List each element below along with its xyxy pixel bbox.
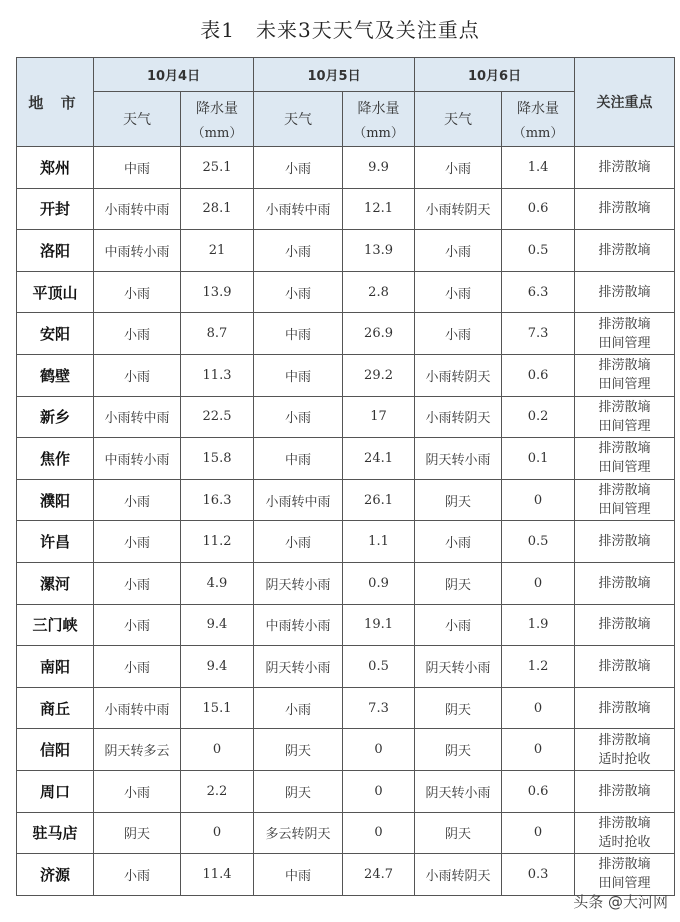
weather-cell: 小雨转中雨 [94,188,181,230]
weather-cell: 多云转阴天 [254,812,343,854]
focus-cell [575,188,675,230]
weather-cell: 小雨转中雨 [254,188,343,230]
rain-cell: 0 [343,729,415,771]
rain-cell: 7.3 [343,687,415,729]
table-row [17,147,675,189]
focus-cell [575,230,675,272]
weather-cell: 小雨转中雨 [254,479,343,521]
header-date-1: 10月4日 [94,58,254,92]
rain-cell: 12.1 [343,188,415,230]
weather-cell: 阴天转小雨 [254,562,343,604]
header-city: 地 市 [17,58,94,147]
rain-cell: 21 [181,230,254,272]
city-cell: 濮阳 [17,479,94,521]
weather-cell: 小雨转阴天 [415,354,502,396]
focus-item: 排涝散墒 [598,700,651,716]
weather-cell: 中雨 [254,854,343,896]
rain-unit: （mm） [353,125,404,141]
rain-cell: 9.9 [343,147,415,189]
table-row [17,438,675,480]
city-cell: 南阳 [17,646,94,688]
table-body [17,147,675,896]
rain-cell: 2.8 [343,271,415,313]
city-cell: 周口 [17,770,94,812]
focus-cell [575,354,675,396]
weather-cell: 阴天 [254,770,343,812]
rain-cell: 8.7 [181,313,254,355]
rain-cell: 2.2 [181,770,254,812]
weather-cell: 阴天转小雨 [254,646,343,688]
rain-cell: 22.5 [181,396,254,438]
header-date-3: 10月6日 [415,58,575,92]
table-row [17,770,675,812]
rain-cell: 0.5 [502,521,575,563]
focus-item: 排涝散墒 [598,242,651,258]
weather-cell: 中雨转小雨 [94,438,181,480]
weather-cell: 中雨 [254,438,343,480]
table-row [17,854,675,896]
focus-item: 排涝散墒 [598,534,651,550]
weather-cell: 小雨 [415,313,502,355]
focus-cell [575,729,675,771]
table-row [17,313,675,355]
rain-label: 降水量 [196,100,238,117]
table-row [17,646,675,688]
rain-cell: 0.6 [502,770,575,812]
weather-cell: 小雨 [254,396,343,438]
rain-cell: 0 [343,770,415,812]
header-rain-1 [181,92,254,147]
rain-cell: 13.9 [181,271,254,313]
table-row [17,729,675,771]
weather-cell: 阴天转小雨 [415,646,502,688]
rain-cell: 0 [502,812,575,854]
city-cell: 济源 [17,854,94,896]
weather-cell: 小雨 [415,604,502,646]
focus-cell [575,854,675,896]
rain-cell: 1.9 [502,604,575,646]
table-row [17,687,675,729]
rain-cell: 7.3 [502,313,575,355]
city-cell: 平顶山 [17,271,94,313]
weather-cell: 小雨 [94,479,181,521]
weather-cell: 阴天 [254,729,343,771]
table-row [17,604,675,646]
rain-cell: 0 [502,729,575,771]
rain-cell: 9.4 [181,604,254,646]
focus-cell [575,687,675,729]
rain-cell: 17 [343,396,415,438]
weather-cell: 小雨转阴天 [415,188,502,230]
header-focus: 关注重点 [575,58,675,147]
table-row [17,812,675,854]
focus-item: 排涝散墒 [598,483,651,499]
city-cell: 开封 [17,188,94,230]
rain-unit: （mm） [512,125,564,141]
weather-cell: 小雨 [94,604,181,646]
rain-cell: 0 [181,812,254,854]
weather-cell: 小雨 [254,271,343,313]
rain-cell: 0.6 [502,354,575,396]
focus-cell [575,521,675,563]
watermark: 头条 @大河网 [573,893,668,911]
rain-cell: 24.1 [343,438,415,480]
city-cell: 信阳 [17,729,94,771]
focus-item: 排涝散墒 [598,783,651,799]
rain-cell: 29.2 [343,354,415,396]
focus-item: 排涝散墒 [598,159,651,175]
rain-cell: 0 [181,729,254,771]
city-cell: 鹤壁 [17,354,94,396]
focus-item: 排涝散墒 [598,575,651,591]
rain-cell: 0.5 [343,646,415,688]
weather-cell: 小雨转阴天 [415,854,502,896]
weather-cell: 小雨 [415,521,502,563]
focus-item: 排涝散墒 [598,316,651,332]
focus-item: 田间管理 [598,502,651,518]
focus-item: 排涝散墒 [598,617,651,633]
rain-cell: 16.3 [181,479,254,521]
focus-item: 适时抢收 [598,751,651,767]
table-row [17,396,675,438]
table-row [17,562,675,604]
city-cell: 洛阳 [17,230,94,272]
focus-item: 适时抢收 [598,834,651,850]
focus-item: 排涝散墒 [598,399,651,415]
city-cell: 焦作 [17,438,94,480]
weather-cell: 阴天 [415,687,502,729]
header-weather-1: 天气 [94,92,181,147]
rain-cell: 0.1 [502,438,575,480]
weather-cell: 小雨 [94,854,181,896]
rain-cell: 26.9 [343,313,415,355]
weather-cell: 小雨 [415,230,502,272]
rain-cell: 0.3 [502,854,575,896]
rain-cell: 25.1 [181,147,254,189]
weather-cell: 中雨转小雨 [254,604,343,646]
weather-cell: 中雨转小雨 [94,230,181,272]
rain-cell: 0.9 [343,562,415,604]
table-row [17,230,675,272]
weather-cell: 阴天转小雨 [415,438,502,480]
rain-cell: 11.4 [181,854,254,896]
weather-cell: 阴天转多云 [94,729,181,771]
weather-cell: 小雨 [254,687,343,729]
header-date-2: 10月5日 [254,58,415,92]
rain-cell: 0 [502,687,575,729]
table-row [17,354,675,396]
focus-cell [575,396,675,438]
focus-cell [575,147,675,189]
rain-cell: 9.4 [181,646,254,688]
rain-cell: 4.9 [181,562,254,604]
header-rain-3 [502,92,575,147]
weather-cell: 小雨 [94,646,181,688]
weather-cell: 阴天 [415,729,502,771]
focus-item: 排涝散墒 [598,358,651,374]
rain-cell: 19.1 [343,604,415,646]
city-cell: 商丘 [17,687,94,729]
city-cell: 新乡 [17,396,94,438]
focus-item: 田间管理 [598,335,651,351]
weather-cell: 阴天转小雨 [415,770,502,812]
weather-cell: 小雨 [415,147,502,189]
weather-cell: 阴天 [415,562,502,604]
focus-cell [575,479,675,521]
focus-item: 田间管理 [598,377,651,393]
table-row [17,521,675,563]
city-cell: 三门峡 [17,604,94,646]
city-cell: 许昌 [17,521,94,563]
header-weather-2: 天气 [254,92,343,147]
weather-cell: 中雨 [254,313,343,355]
rain-cell: 0 [502,562,575,604]
focus-item: 排涝散墒 [598,284,651,300]
focus-item: 排涝散墒 [598,857,651,873]
focus-cell [575,770,675,812]
rain-cell: 0 [502,479,575,521]
rain-cell: 15.8 [181,438,254,480]
focus-cell [575,604,675,646]
rain-cell: 6.3 [502,271,575,313]
rain-cell: 26.1 [343,479,415,521]
city-cell: 驻马店 [17,812,94,854]
weather-cell: 小雨 [94,354,181,396]
weather-cell: 阴天 [415,479,502,521]
city-cell: 漯河 [17,562,94,604]
focus-item: 田间管理 [598,418,651,434]
rain-cell: 1.4 [502,147,575,189]
rain-label: 降水量 [357,100,400,117]
rain-cell: 11.2 [181,521,254,563]
weather-cell: 小雨 [94,770,181,812]
weather-cell: 小雨 [94,521,181,563]
header-weather-3: 天气 [415,92,502,147]
rain-cell: 28.1 [181,188,254,230]
rain-cell: 1.2 [502,646,575,688]
weather-cell: 中雨 [254,354,343,396]
rain-label: 降水量 [517,100,560,117]
focus-cell [575,562,675,604]
focus-item: 田间管理 [598,460,651,476]
rain-cell: 0.6 [502,188,575,230]
weather-cell: 阴天 [415,812,502,854]
rain-cell: 0 [343,812,415,854]
focus-item: 排涝散墒 [598,658,651,674]
focus-item: 排涝散墒 [598,441,651,457]
table-row [17,188,675,230]
focus-cell [575,313,675,355]
weather-cell: 小雨 [415,271,502,313]
table-row [17,479,675,521]
rain-cell: 0.2 [502,396,575,438]
weather-cell: 小雨 [94,271,181,313]
rain-cell: 0.5 [502,230,575,272]
focus-item: 排涝散墒 [598,815,651,831]
focus-cell [575,812,675,854]
rain-unit: （mm） [191,125,243,141]
weather-cell: 小雨转阴天 [415,396,502,438]
weather-cell: 阴天 [94,812,181,854]
weather-table [16,57,675,896]
weather-cell: 小雨 [254,147,343,189]
focus-cell [575,271,675,313]
weather-cell: 中雨 [94,147,181,189]
weather-cell: 小雨 [94,313,181,355]
rain-cell: 15.1 [181,687,254,729]
weather-cell: 小雨转中雨 [94,396,181,438]
weather-cell: 小雨 [94,562,181,604]
focus-item: 排涝散墒 [598,201,651,217]
rain-cell: 24.7 [343,854,415,896]
weather-cell: 小雨 [254,230,343,272]
rain-cell: 13.9 [343,230,415,272]
focus-cell [575,646,675,688]
weather-cell: 小雨转中雨 [94,687,181,729]
table-title: 表1 未来3天天气及关注重点 [200,18,480,42]
rain-cell: 11.3 [181,354,254,396]
header-rain-2 [343,92,415,147]
focus-item: 田间管理 [598,876,651,892]
city-cell: 郑州 [17,147,94,189]
table-row [17,271,675,313]
rain-cell: 1.1 [343,521,415,563]
focus-cell [575,438,675,480]
city-cell: 安阳 [17,313,94,355]
weather-cell: 小雨 [254,521,343,563]
focus-item: 排涝散墒 [598,732,651,748]
